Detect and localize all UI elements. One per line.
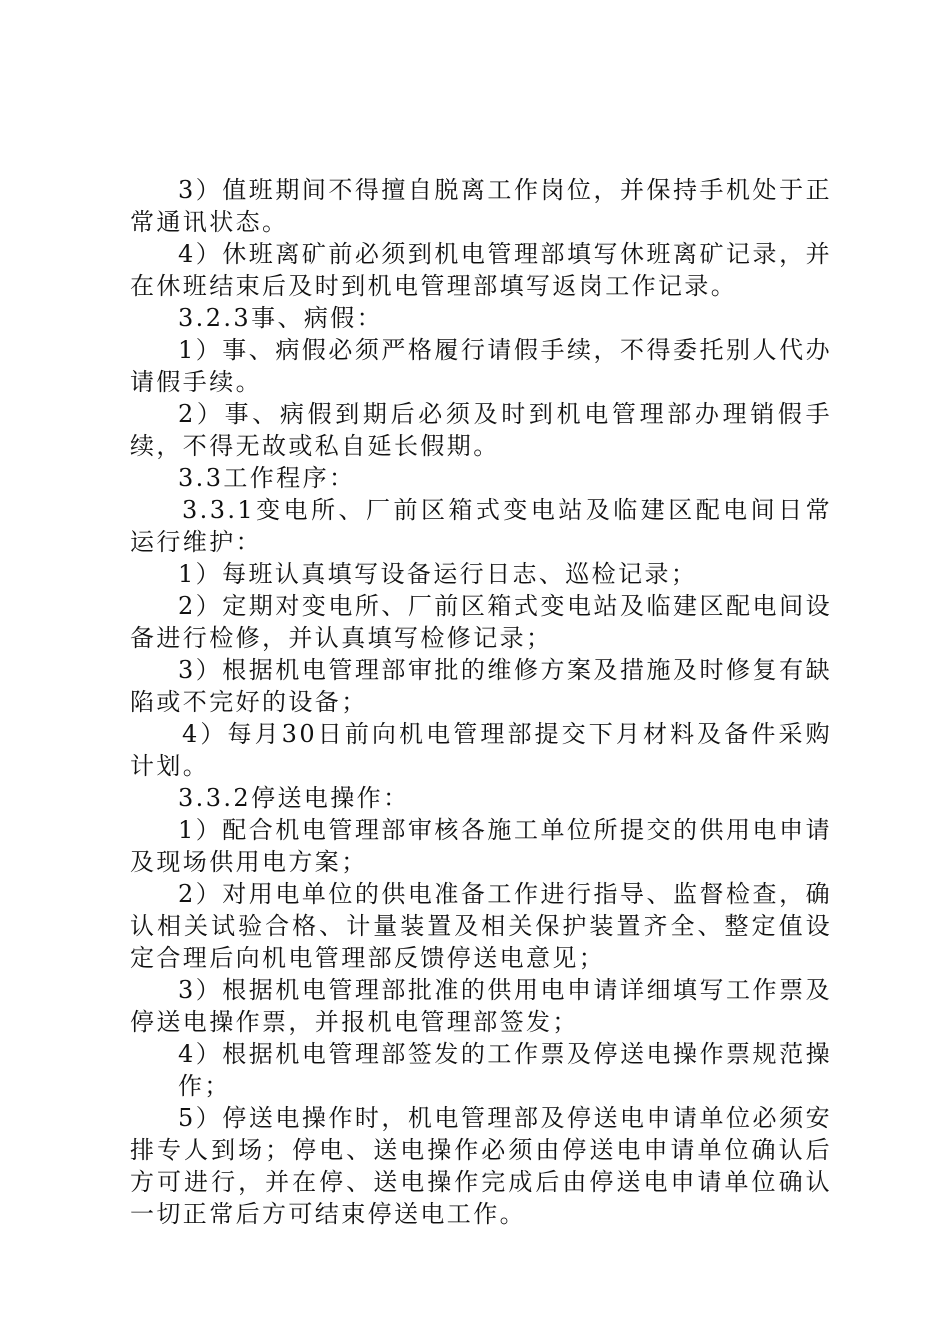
- paragraph-review-plans: 1）配合机电管理部审核各施工单位所提交的供用电申请及现场供用电方案；: [130, 816, 832, 876]
- paragraph-fill-tickets: 3）根据机电管理部批准的供用电申请详细填写工作票及停送电操作票，并报机电管理部签发；: [130, 976, 832, 1036]
- paragraph-duty-no-leave: 3）值班期间不得擅自脱离工作岗位，并保持手机处于正常通讯状态。: [130, 176, 832, 236]
- paragraph-monthly-plan: 4）每月30日前向机电管理部提交下月材料及备件采购计划。: [130, 720, 832, 780]
- paragraph-periodic-maintenance: 2）定期对变电所、厂前区箱式变电站及临建区配电间设备进行检修，并认真填写检修记录；: [130, 592, 832, 652]
- paragraph-on-site-confirmation: 5）停送电操作时，机电管理部及停送电申请单位必须安排专人到场；停电、送电操作必须由停送电申请单位确认后方可进行，并在停、送电操作完成后由停送电申请单位确认一切正常后方可结束停送电工作。: [130, 1104, 832, 1228]
- heading-3-2-3: 3.2.3事、病假：: [178, 304, 384, 332]
- paragraph-repair-defects: 3）根据机电管理部审批的维修方案及措施及时修复有缺陷或不完好的设备；: [130, 656, 832, 716]
- document-body: [130, 174, 832, 1230]
- heading-3-3-1: 3.3.1变电所、厂前区箱式变电站及临建区配电间日常运行维护：: [130, 496, 832, 556]
- paragraph-sick-leave-return: 2）事、病假到期后必须及时到机电管理部办理销假手续，不得无故或私自延长假期。: [130, 400, 832, 460]
- paragraph-leave-record: 4）休班离矿前必须到机电管理部填写休班离矿记录，并在休班结束后及时到机电管理部填写返岗工作记录。: [130, 240, 832, 300]
- heading-3-3: 3.3工作程序：: [178, 464, 356, 492]
- paragraph-standard-operation: 4）根据机电管理部签发的工作票及停送电操作票规范操作；: [178, 1040, 832, 1100]
- heading-3-3-2: 3.3.2停送电操作：: [178, 784, 410, 812]
- paragraph-supervision: 2）对用电单位的供电准备工作进行指导、监督检查，确认相关试验合格、计量装置及相关保护装置齐全、整定值设定合理后向机电管理部反馈停送电意见；: [130, 880, 832, 972]
- paragraph-sick-leave-procedure: 1）事、病假必须严格履行请假手续，不得委托别人代办请假手续。: [130, 336, 832, 396]
- paragraph-daily-log: 1）每班认真填写设备运行日志、巡检记录；: [178, 560, 698, 588]
